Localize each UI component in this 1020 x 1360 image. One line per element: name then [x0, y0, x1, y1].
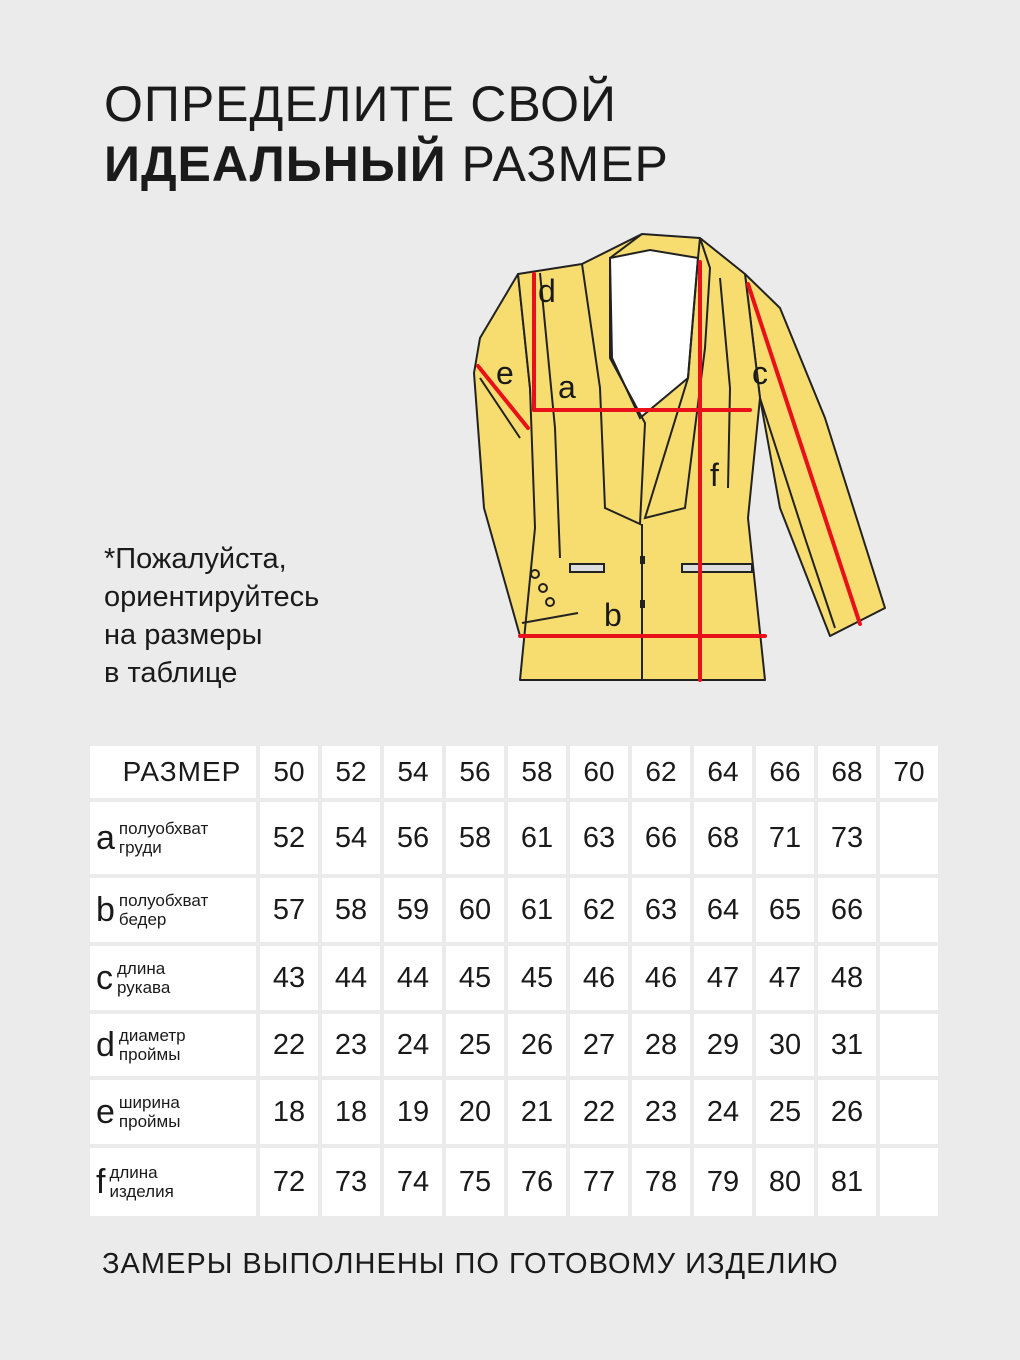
table-cell: 65	[756, 878, 814, 942]
row-label-cell	[90, 878, 256, 942]
table-cell: 47	[694, 946, 752, 1010]
table-cell: 22	[570, 1080, 628, 1144]
size-col-header: 52	[322, 746, 380, 798]
row-description	[117, 959, 170, 997]
table-cell: 76	[508, 1148, 566, 1216]
row-description-line: длина	[109, 1163, 158, 1182]
table-cell	[880, 1148, 938, 1216]
size-note	[104, 540, 319, 692]
table-cell: 66	[632, 802, 690, 874]
table-cell: 22	[260, 1014, 318, 1076]
table-cell: 29	[694, 1014, 752, 1076]
table-cell: 62	[570, 878, 628, 942]
jacket-measurement-diagram	[460, 228, 900, 688]
table-cell	[880, 878, 938, 942]
table-cell: 47	[756, 946, 814, 1010]
row-label-cell	[90, 946, 256, 1010]
pocket-right	[682, 564, 752, 572]
title-bold-word: ИДЕАЛЬНЫЙ	[104, 136, 447, 192]
table-cell: 80	[756, 1148, 814, 1216]
table-cell: 64	[694, 878, 752, 942]
title-line-1: ОПРЕДЕЛИТЕ СВОЙ	[104, 76, 617, 132]
table-cell: 18	[322, 1080, 380, 1144]
table-cell: 72	[260, 1148, 318, 1216]
table-cell	[880, 1014, 938, 1076]
row-description-line: проймы	[118, 1045, 181, 1064]
table-cell: 61	[508, 878, 566, 942]
table-cell: 73	[818, 802, 876, 874]
table-cell: 23	[632, 1080, 690, 1144]
measure-line-c	[748, 284, 860, 624]
row-label-cell	[90, 1080, 256, 1144]
table-cell: 43	[260, 946, 318, 1010]
row-description-line: диаметр	[118, 1026, 186, 1045]
right-sleeve-shape	[745, 274, 885, 636]
table-cell: 60	[446, 878, 504, 942]
table-cell: 71	[756, 802, 814, 874]
table-cell: 68	[694, 802, 752, 874]
table-cell: 46	[632, 946, 690, 1010]
table-cell: 30	[756, 1014, 814, 1076]
row-description-line: длина	[117, 959, 166, 978]
row-description-line: проймы	[118, 1112, 181, 1131]
table-body	[90, 802, 938, 1216]
row-letter: e	[96, 1093, 115, 1131]
table-row	[90, 878, 938, 942]
table-cell: 23	[322, 1014, 380, 1076]
row-description-line: полуобхват	[118, 891, 209, 910]
table-cell	[880, 1080, 938, 1144]
row-description	[109, 1163, 173, 1201]
table-cell: 52	[260, 802, 318, 874]
table-cell: 48	[818, 946, 876, 1010]
row-description	[119, 1093, 181, 1131]
note-line: ориентируйтесь	[104, 581, 320, 613]
row-letter: f	[96, 1163, 106, 1201]
table-cell: 74	[384, 1148, 442, 1216]
table-row	[90, 1080, 938, 1144]
table-cell: 44	[384, 946, 442, 1010]
table-cell: 56	[384, 802, 442, 874]
table-cell: 31	[818, 1014, 876, 1076]
table-cell: 66	[818, 878, 876, 942]
size-header-label: РАЗМЕР	[90, 746, 256, 798]
size-col-header: 54	[384, 746, 442, 798]
size-col-header: 66	[756, 746, 814, 798]
size-col-header: 58	[508, 746, 566, 798]
size-col-header: 56	[446, 746, 504, 798]
table-cell: 21	[508, 1080, 566, 1144]
row-label-cell	[90, 1014, 256, 1076]
title-rest: РАЗМЕР	[446, 136, 669, 192]
table-cell: 58	[446, 802, 504, 874]
table-cell: 45	[508, 946, 566, 1010]
cuff-button-icon	[546, 598, 554, 606]
title-line-2	[104, 134, 669, 194]
table-cell: 18	[260, 1080, 318, 1144]
label-c: c	[752, 355, 768, 391]
table-cell: 79	[694, 1148, 752, 1216]
size-col-header: 70	[880, 746, 938, 798]
table-cell: 78	[632, 1148, 690, 1216]
row-description-line: рукава	[117, 978, 171, 997]
table-cell: 45	[446, 946, 504, 1010]
table-cell: 28	[632, 1014, 690, 1076]
pocket-left	[570, 564, 604, 572]
table-cell: 54	[322, 802, 380, 874]
note-line: на размеры	[104, 619, 263, 651]
table-cell: 25	[446, 1014, 504, 1076]
note-line: *Пожалуйста,	[104, 543, 287, 575]
table-cell: 46	[570, 946, 628, 1010]
table-cell: 44	[322, 946, 380, 1010]
label-f: f	[710, 457, 719, 493]
table-cell: 58	[322, 878, 380, 942]
table-cell: 24	[384, 1014, 442, 1076]
row-description	[119, 819, 208, 857]
row-description-line: ширина	[118, 1093, 180, 1112]
row-letter: d	[96, 1026, 115, 1064]
note-line: в таблице	[104, 657, 238, 689]
table-cell: 63	[570, 802, 628, 874]
size-col-header: 50	[260, 746, 318, 798]
row-label-cell	[90, 802, 256, 874]
table-cell: 19	[384, 1080, 442, 1144]
cuff-button-icon	[531, 570, 539, 578]
size-col-header: 68	[818, 746, 876, 798]
row-description	[119, 1026, 186, 1064]
row-description-line: изделия	[109, 1182, 174, 1201]
table-cell: 25	[756, 1080, 814, 1144]
row-description-line: бедер	[118, 910, 167, 929]
table-row	[90, 1148, 938, 1216]
label-d: d	[538, 273, 556, 309]
size-col-header: 60	[570, 746, 628, 798]
front-button-icon	[640, 600, 645, 608]
row-description-line: полуобхват	[118, 819, 209, 838]
table-cell	[880, 802, 938, 874]
label-b: b	[604, 597, 622, 633]
table-row	[90, 802, 938, 874]
row-letter: c	[96, 959, 113, 997]
table-row	[90, 946, 938, 1010]
table-cell: 75	[446, 1148, 504, 1216]
table-cell	[880, 946, 938, 1010]
table-cell: 73	[322, 1148, 380, 1216]
table-header-row	[90, 746, 938, 798]
label-a: a	[558, 369, 576, 405]
label-e: e	[496, 355, 514, 391]
table-cell: 27	[570, 1014, 628, 1076]
table-cell: 20	[446, 1080, 504, 1144]
table-cell: 24	[694, 1080, 752, 1144]
row-letter: b	[96, 891, 115, 929]
footer-note: ЗАМЕРЫ ВЫПОЛНЕНЫ ПО ГОТОВОМУ ИЗДЕЛИЮ	[102, 1248, 839, 1280]
front-button-icon	[640, 556, 645, 564]
table-cell: 63	[632, 878, 690, 942]
table-cell: 26	[818, 1080, 876, 1144]
row-description-line: груди	[118, 838, 162, 857]
table-cell: 77	[570, 1148, 628, 1216]
cuff-button-icon	[539, 584, 547, 592]
size-col-header: 62	[632, 746, 690, 798]
row-letter: a	[96, 819, 115, 857]
size-table	[86, 742, 942, 1220]
row-label-cell	[90, 1148, 256, 1216]
size-col-header: 64	[694, 746, 752, 798]
page-title	[104, 74, 669, 194]
table-row	[90, 1014, 938, 1076]
table-cell: 26	[508, 1014, 566, 1076]
table-cell: 61	[508, 802, 566, 874]
table-cell: 57	[260, 878, 318, 942]
table-cell: 81	[818, 1148, 876, 1216]
table-cell: 59	[384, 878, 442, 942]
row-description	[119, 891, 208, 929]
